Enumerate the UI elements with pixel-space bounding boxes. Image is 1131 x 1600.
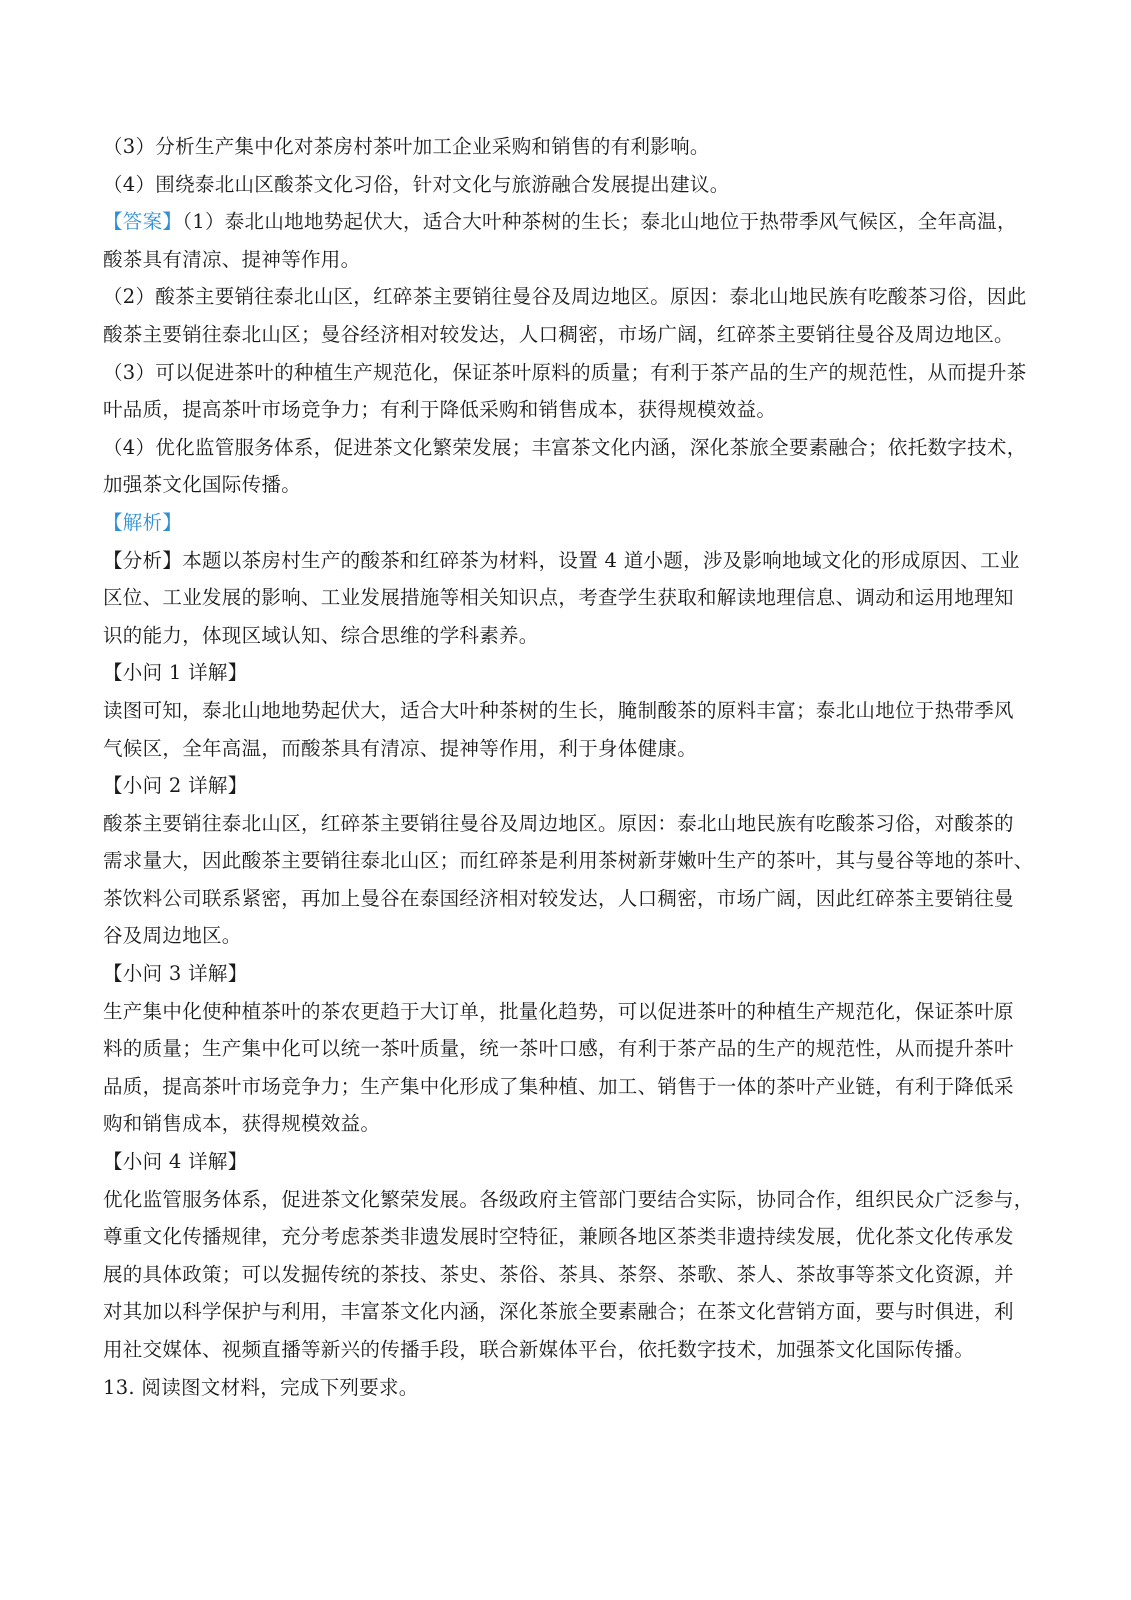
detail-3-line-3: 品质，提高茶叶市场竞争力；生产集中化形成了集种植、加工、销售于一体的茶叶产业链，有利于降低采 [103,1074,1014,1098]
analysis-summary-line-3: 识的能力，体现区域认知、综合思维的学科素养。 [103,623,539,647]
detail-2-line-3: 茶饮料公司联系紧密，再加上曼谷在泰国经济相对较发达，人口稠密，市场广阔，因此红碎茶主要销往曼 [103,886,1014,910]
detail-2-line-2: 需求量大，因此酸茶主要销往泰北山区；而红碎茶是利用茶树新芽嫩叶生产的茶叶，其与曼谷等地的茶叶、 [103,849,1034,873]
detail-4-heading: 【小问 4 详解】 [103,1150,248,1174]
detail-3-line-4: 购和销售成本，获得规模效益。 [103,1112,381,1136]
answer-1-line-2: 酸茶具有清凉、提神等作用。 [103,247,361,271]
question-4: （4）围绕泰北山区酸茶文化习俗，针对文化与旅游融合发展提出建议。 [103,172,730,196]
question-3: （3）分析生产集中化对茶房村茶叶加工企业采购和销售的有利影响。 [103,135,710,158]
answer-1-line-1: 【答案】（1）泰北山地地势起伏大，适合大叶种茶树的生长；泰北山地位于热带季风气候区，全年高温， [103,210,1017,234]
answer-4-line-2: 加强茶文化国际传播。 [103,473,302,497]
detail-2-heading: 【小问 2 详解】 [103,774,248,798]
detail-4-line-3: 展的具体政策；可以发掘传统的茶技、茶史、茶俗、茶具、茶祭、茶歌、茶人、茶故事等茶文化资源，并 [103,1262,1014,1286]
detail-1-line-1: 读图可知，泰北山地地势起伏大，适合大叶种茶树的生长，腌制酸茶的原料丰富；泰北山地位于热带季风 [103,698,1014,722]
analysis-summary-line-1: 【分析】本题以茶房村生产的酸茶和红碎茶为材料，设置 4 道小题，涉及影响地域文化的形成原因、工业 [103,548,1020,572]
detail-1-heading: 【小问 1 详解】 [103,661,248,685]
detail-4-line-1: 优化监管服务体系，促进茶文化繁荣发展。各级政府主管部门要结合实际，协同合作，组织民众广泛参与， [103,1187,1034,1211]
detail-3-line-2: 料的质量；生产集中化可以统一茶叶质量，统一茶叶口感，有利于茶产品的生产的规范性，从而提升茶叶 [103,1037,1014,1061]
detail-2-line-4: 谷及周边地区。 [103,924,242,948]
answer-3-line-2: 叶品质，提高茶叶市场竞争力；有利于降低采购和销售成本，获得规模效益。 [103,398,777,422]
answer-2-line-2: 酸茶主要销往泰北山区；曼谷经济相对较发达，人口稠密，市场广阔，红碎茶主要销往曼谷及周边地区。 [103,322,1014,346]
detail-4-line-2: 尊重文化传播规律，充分考虑茶类非遗发展时空特征，兼顾各地区茶类非遗持续发展，优化茶文化传承发 [103,1225,1014,1249]
answer-4-line-1: （4）优化监管服务体系，促进茶文化繁荣发展；丰富茶文化内涵，深化茶旅全要素融合；依托数字技术， [103,435,1027,459]
detail-3-line-1: 生产集中化使种植茶叶的茶农更趋于大订单，批量化趋势，可以促进茶叶的种植生产规范化，保证茶叶原 [103,999,1014,1023]
next-question: 13. 阅读图文材料，完成下列要求。 [103,1375,419,1399]
answer-3-line-1: （3）可以促进茶叶的种植生产规范化，保证茶叶原料的质量；有利于茶产品的生产的规范性，从而提升茶 [103,360,1027,384]
detail-2-line-1: 酸茶主要销往泰北山区，红碎茶主要销往曼谷及周边地区。原因：泰北山地民族有吃酸茶习俗，对酸茶的 [103,811,1014,835]
analysis-summary-line-2: 区位、工业发展的影响、工业发展措施等相关知识点，考查学生获取和解读地理信息、调动和运用地理知 [103,586,1014,610]
detail-4-line-4: 对其加以科学保护与利用，丰富茶文化内涵，深化茶旅全要素融合；在茶文化营销方面，要与时俱进，利 [103,1300,1014,1324]
detail-3-heading: 【小问 3 详解】 [103,962,248,986]
answer-label: 【答案】 [103,210,183,234]
answer-2-line-1: （2）酸茶主要销往泰北山区，红碎茶主要销往曼谷及周边地区。原因：泰北山地民族有吃酸茶习俗，因此 [103,285,1027,309]
analysis-label: 【解析】 [103,510,183,534]
detail-1-line-2: 气候区，全年高温，而酸茶具有清凉、提神等作用，利于身体健康。 [103,736,698,760]
document-page [103,128,1034,1406]
detail-4-line-5: 用社交媒体、视频直播等新兴的传播手段，联合新媒体平台，依托数字技术，加强茶文化国际传播。 [103,1338,975,1361]
